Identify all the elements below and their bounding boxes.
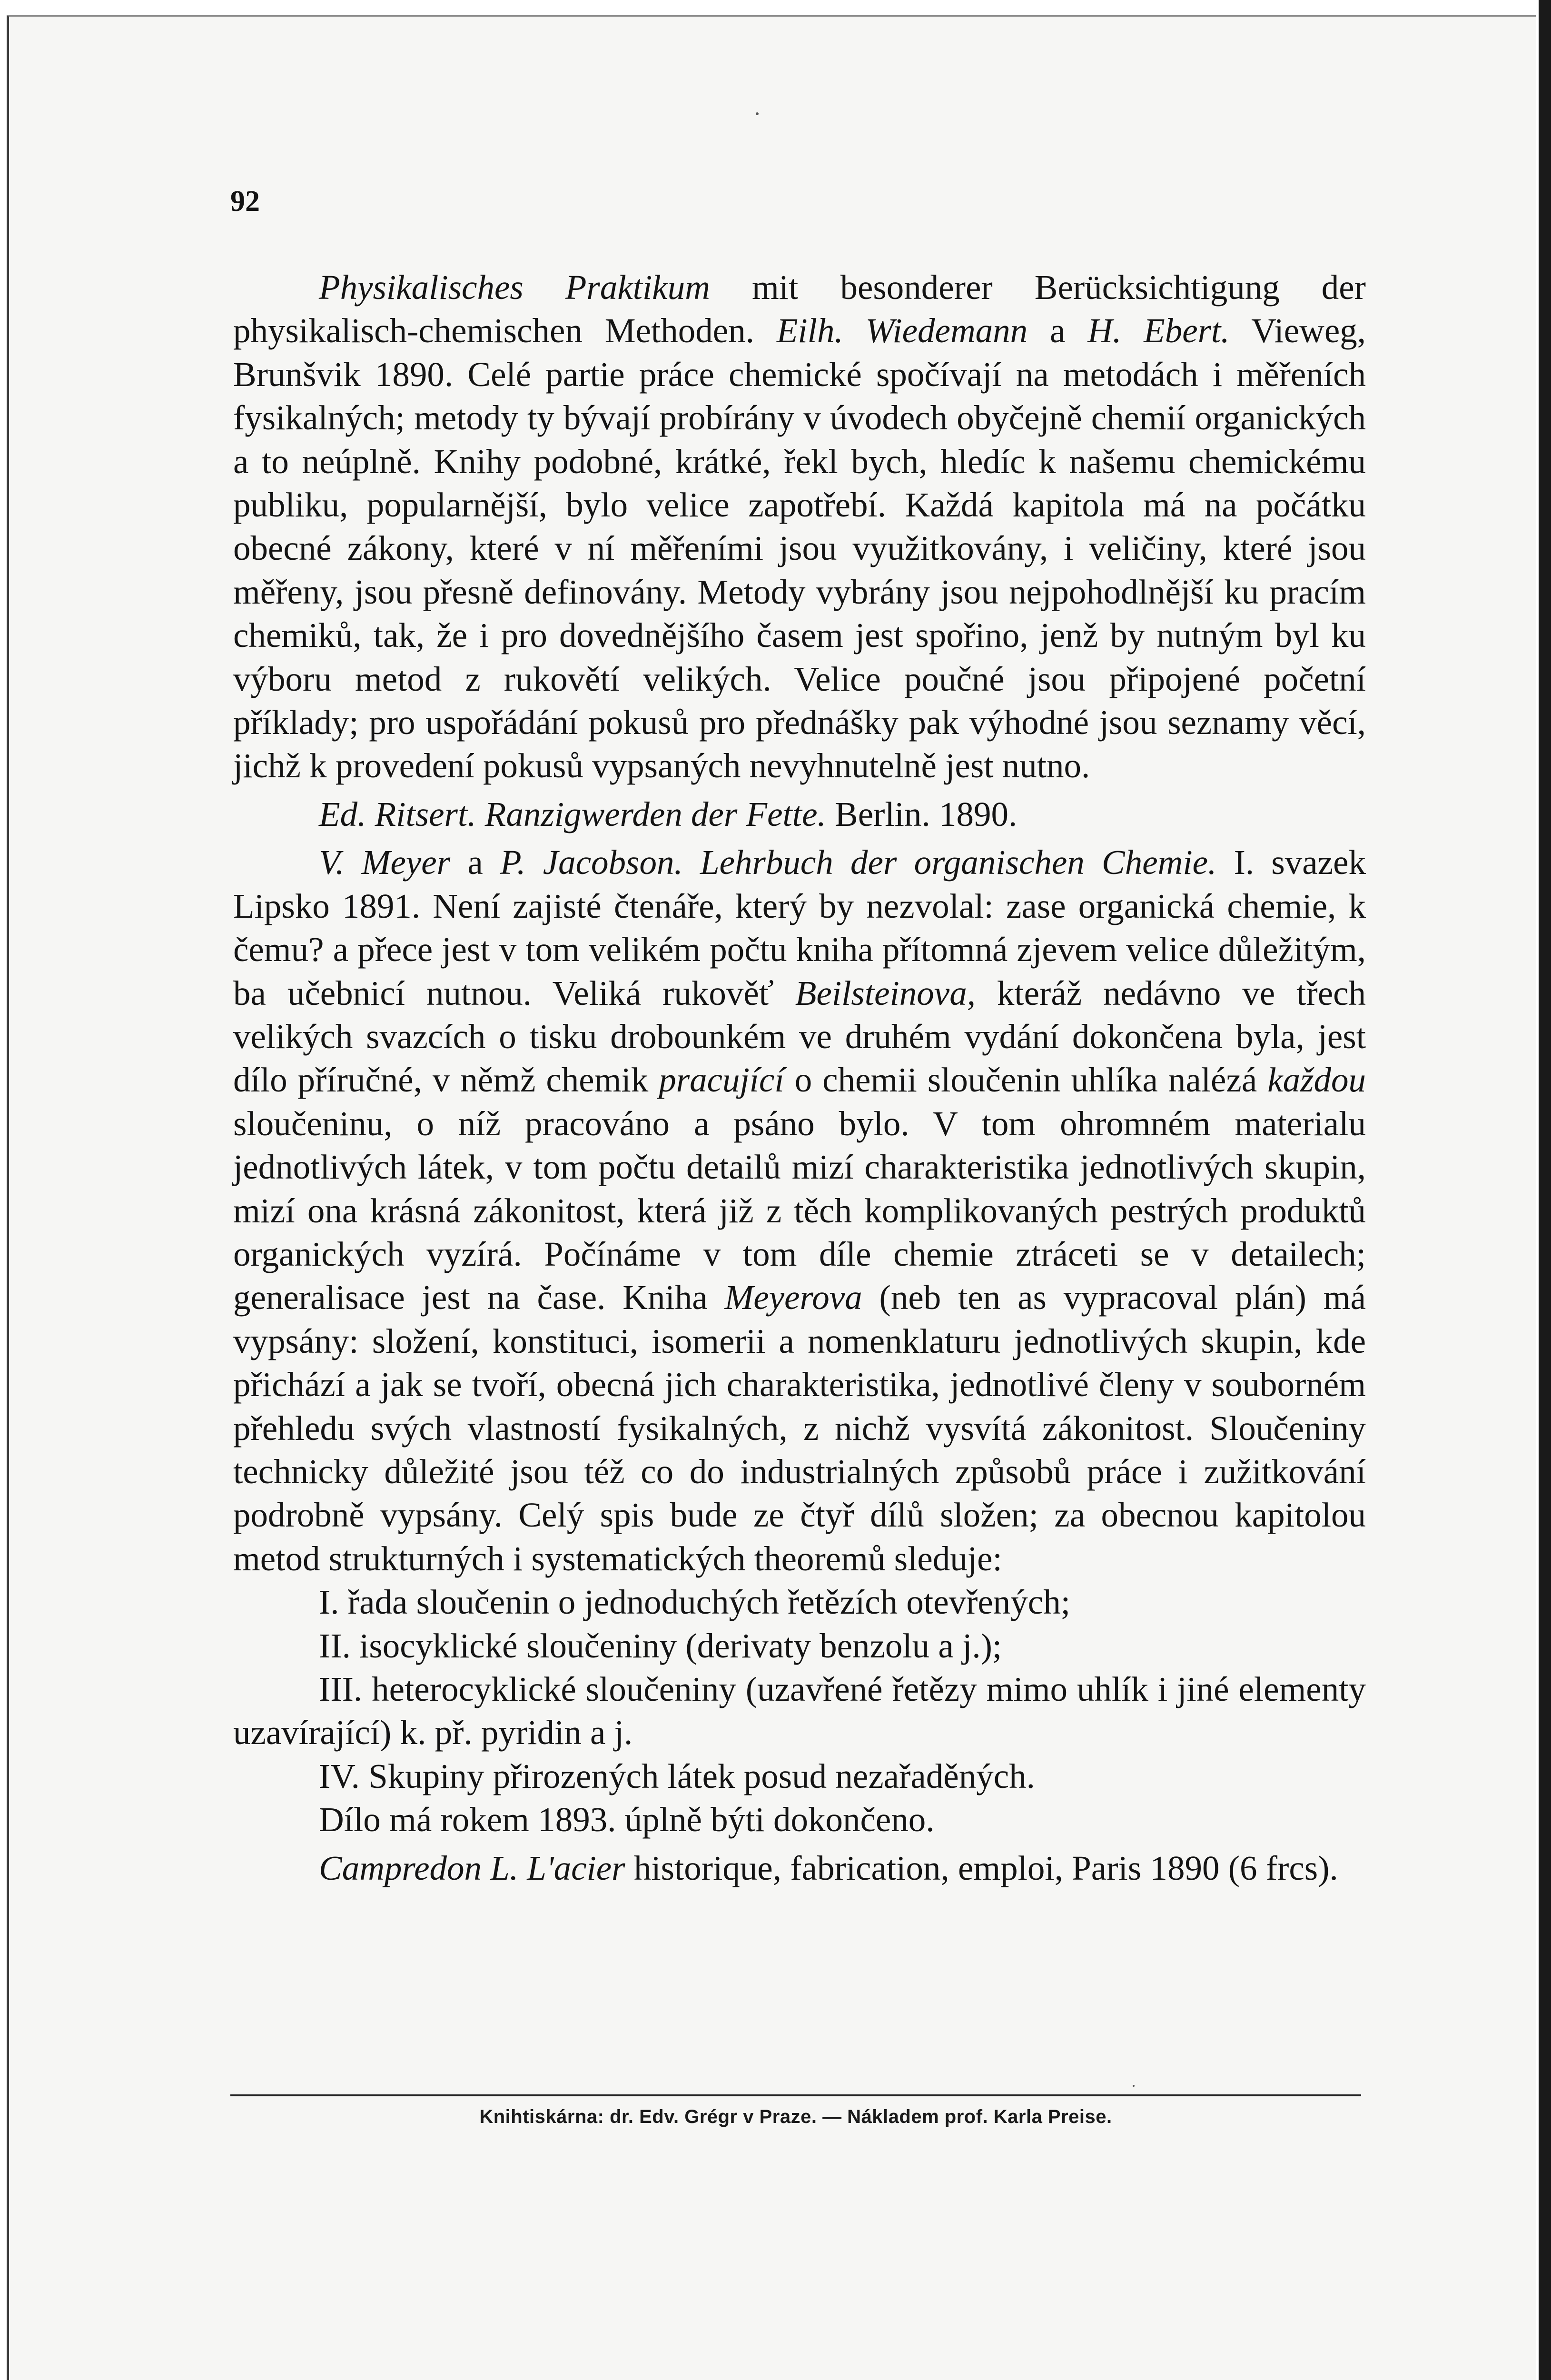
list-item: IV. Skupiny přirozených látek posud nezařaděných.	[319, 1756, 1035, 1795]
book-title: Lehrbuch der organischen Chemie.	[700, 843, 1217, 882]
entry-text: historique, fabrication, emploi, Paris 1890 (6 frcs).	[625, 1848, 1338, 1887]
author-name: P. Jacobson.	[500, 843, 683, 882]
entry-meyer-jacobson	[233, 841, 1366, 1580]
entry-text: kteráž nedávno ve třech velikých svazcích o tisku drobounkém ve druhém vydání dokončena byla, jest dílo příručné, v němž chemik	[233, 973, 1366, 1100]
author-name: H. Ebert.	[1087, 311, 1230, 350]
author-name: V. Meyer	[319, 843, 451, 882]
list-item: II. isocyklické sloučeniny (derivaty benzolu a j.);	[319, 1626, 1002, 1665]
page-number: 92	[230, 185, 260, 218]
book-title: Physikalisches Praktikum	[319, 268, 710, 307]
emphasis: pracující	[659, 1061, 784, 1100]
entry-text: mit besonderer Berücksichtigung der physikalisch-chemischen Methoden.	[233, 268, 1366, 350]
author-name: Eilh. Wiedemann	[776, 311, 1028, 350]
list-item: I. řada sloučenin o jednoduchých řetězích otevřených;	[319, 1583, 1070, 1622]
book-title: L'acier	[527, 1848, 625, 1887]
conjunction: a	[1027, 311, 1088, 350]
main-text	[233, 266, 1366, 1890]
scan-speck	[1133, 2085, 1135, 2087]
conjunction: a	[450, 843, 501, 882]
entry-text: o chemii sloučenin uhlíka nalézá	[784, 1061, 1268, 1100]
entry-text: sloučeninu, o níž pracováno a psáno bylo. V tom ohromném materialu jednotlivých látek, v tom počtu detailů mizí charakteristika jednotlivých skupin, mizí ona krásná zákonitost, která již z těch komplikovaných pestrých produktů organických vyzírá. Počínáme v tom díle chemie ztráceti se v detailech; generalisace jest na čase. Kniha	[233, 1104, 1366, 1317]
book-title: Ranzigwerden der Fette.	[484, 794, 826, 833]
entry-text: I. svazek Lipsko 1891. Není zajisté čtenáře, který by nezvolal: zase organická chemie, k čemu? a přece jest v tom velikém počtu kniha přítomná zjevem velice důležitým, ba učebnicí nutnou. Veliká rukověť	[233, 843, 1366, 1012]
scan-edge-right	[1539, 0, 1551, 2380]
author-name: Ed. Ritsert.	[319, 794, 476, 833]
scan-speck	[756, 112, 759, 115]
list-item: III. heterocyklické sloučeniny (uzavřené řetězy mimo uhlík i jiné elementy uzavírající) k. př. pyridin a j.	[233, 1670, 1366, 1752]
emphasis: Meyerova	[724, 1278, 862, 1317]
entry-text: Vieweg, Brunšvik 1890. Celé partie práce chemické spočívají na metodách i měřeních fysikalných; metody ty bývají probírány v úvodech obyčejně chemií organických a to neúplně. Knihy podobné, krátké, řekl bych, hledíc k našemu chemickému publiku, popularnější, bylo velice zapotřebí. Každá kapitola má na počátku obecné zákony, které v ní měřeními jsou využitkovány, i veličiny, které jsou měřeny, jsou přesně definovány. Metody vybrány jsou nejpohodlnější ku pracím chemiků, tak, že i pro dovednějšího časem jest spořino, jenž by nutným byl ku výboru metod z rukovětí velikých. Velice poučné jsou připojené početní příklady; pro uspořádání pokusů pro přednášky pak výhodné jsou seznamy věcí, jichž k provedení pokusů vypsaných nevyhnutelně jest nutno.	[233, 311, 1366, 785]
footer-divider	[230, 2094, 1361, 2096]
entry-text: Berlin. 1890.	[826, 794, 1018, 833]
emphasis: každou	[1267, 1061, 1366, 1100]
entry-ritsert	[233, 793, 1366, 836]
entry-physikalisches-praktikum	[233, 266, 1366, 788]
printer-imprint: Knihtiskárna: dr. Edv. Grégr v Praze. — Nákladem prof. Karla Preise.	[479, 2106, 1112, 2127]
entry-campredon	[233, 1846, 1366, 1890]
closing-note: Dílo má rokem 1893. úplně býti dokončeno.	[319, 1800, 935, 1839]
author-name: Campredon L.	[319, 1848, 519, 1887]
emphasis: Beilsteinova,	[795, 973, 976, 1012]
entry-text: (neb ten as vypracoval plán) má vypsány: složení, konstituci, isomerii a nomenklaturu jednotlivých skupin, kde přichází a jak se tvoří, obecná jich charakteristika, jednotlivé členy v souborném přehledu svých vlastností fysikalných, z nichž vysvítá zákonitost. Sloučeniny technicky důležité jsou též co do industrialných způsobů práce i zužitkování podrobně vypsány. Celý spis bude ze čtyř dílů složen; za obecnou kapitolou metod strukturných i systematických theoremů sleduje:	[233, 1278, 1366, 1578]
